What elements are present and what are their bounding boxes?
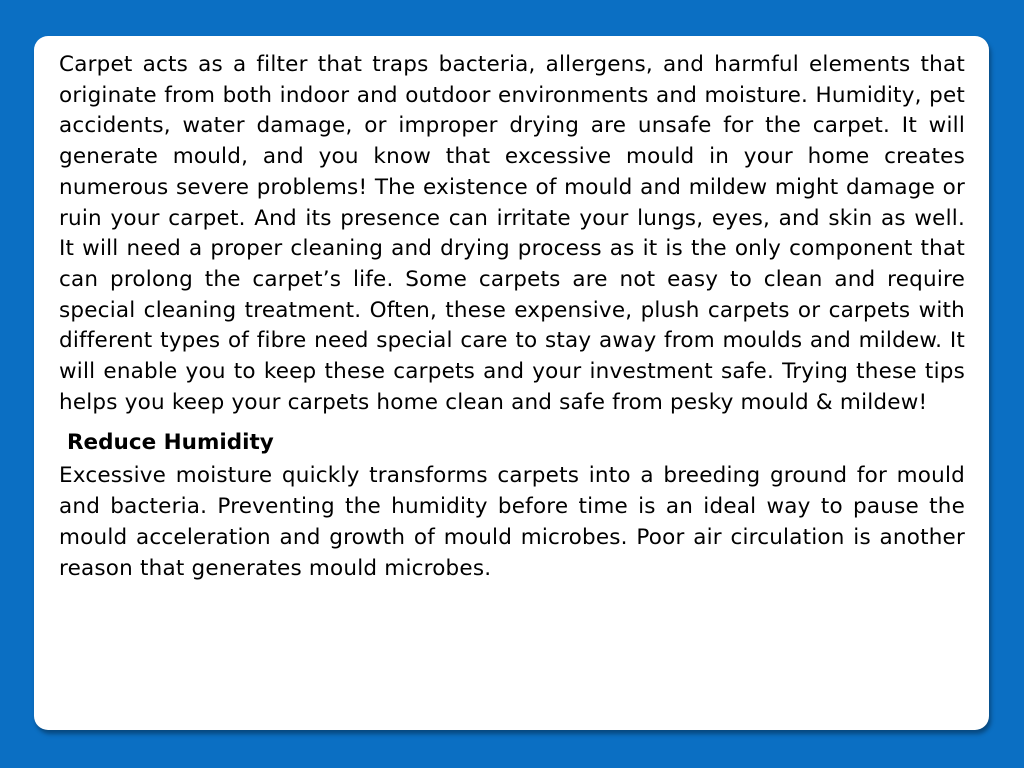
section-paragraph: Excessive moisture quickly transforms carpets into a breeding ground for mould and bacteria. Preventing the humidity before time is an ideal way to pause the mould acceleration and growth of mould microbes. Poor air circulation is another reason that generates mould microbes. (59, 463, 965, 581)
intro-paragraph: Carpet acts as a filter that traps bacteria, allergens, and harmful elements that originate from both indoor and outdoor environments and moisture. Humidity, pet accidents, water damage, or improper drying are unsafe for the carpet. It will generate mould, and you know that excessive mould in your home creates numerous severe problems! The existence of mould and mildew might damage or ruin your carpet. And its presence can irritate your lungs, eyes, and skin as well. It will need a proper cleaning and drying process as it is the only component that can prolong the carpet’s life. Some carpets are not easy to clean and require special cleaning treatment. Often, these expensive, plush carpets or carpets with different types of fibre need special care to stay away from moulds and mildew. It will enable you to keep these carpets and your investment safe. Trying these tips helps you keep your carpets home clean and safe from pesky mould & mildew! (59, 52, 965, 415)
section-heading: Reduce Humidity (67, 430, 274, 456)
content-card (34, 36, 989, 730)
